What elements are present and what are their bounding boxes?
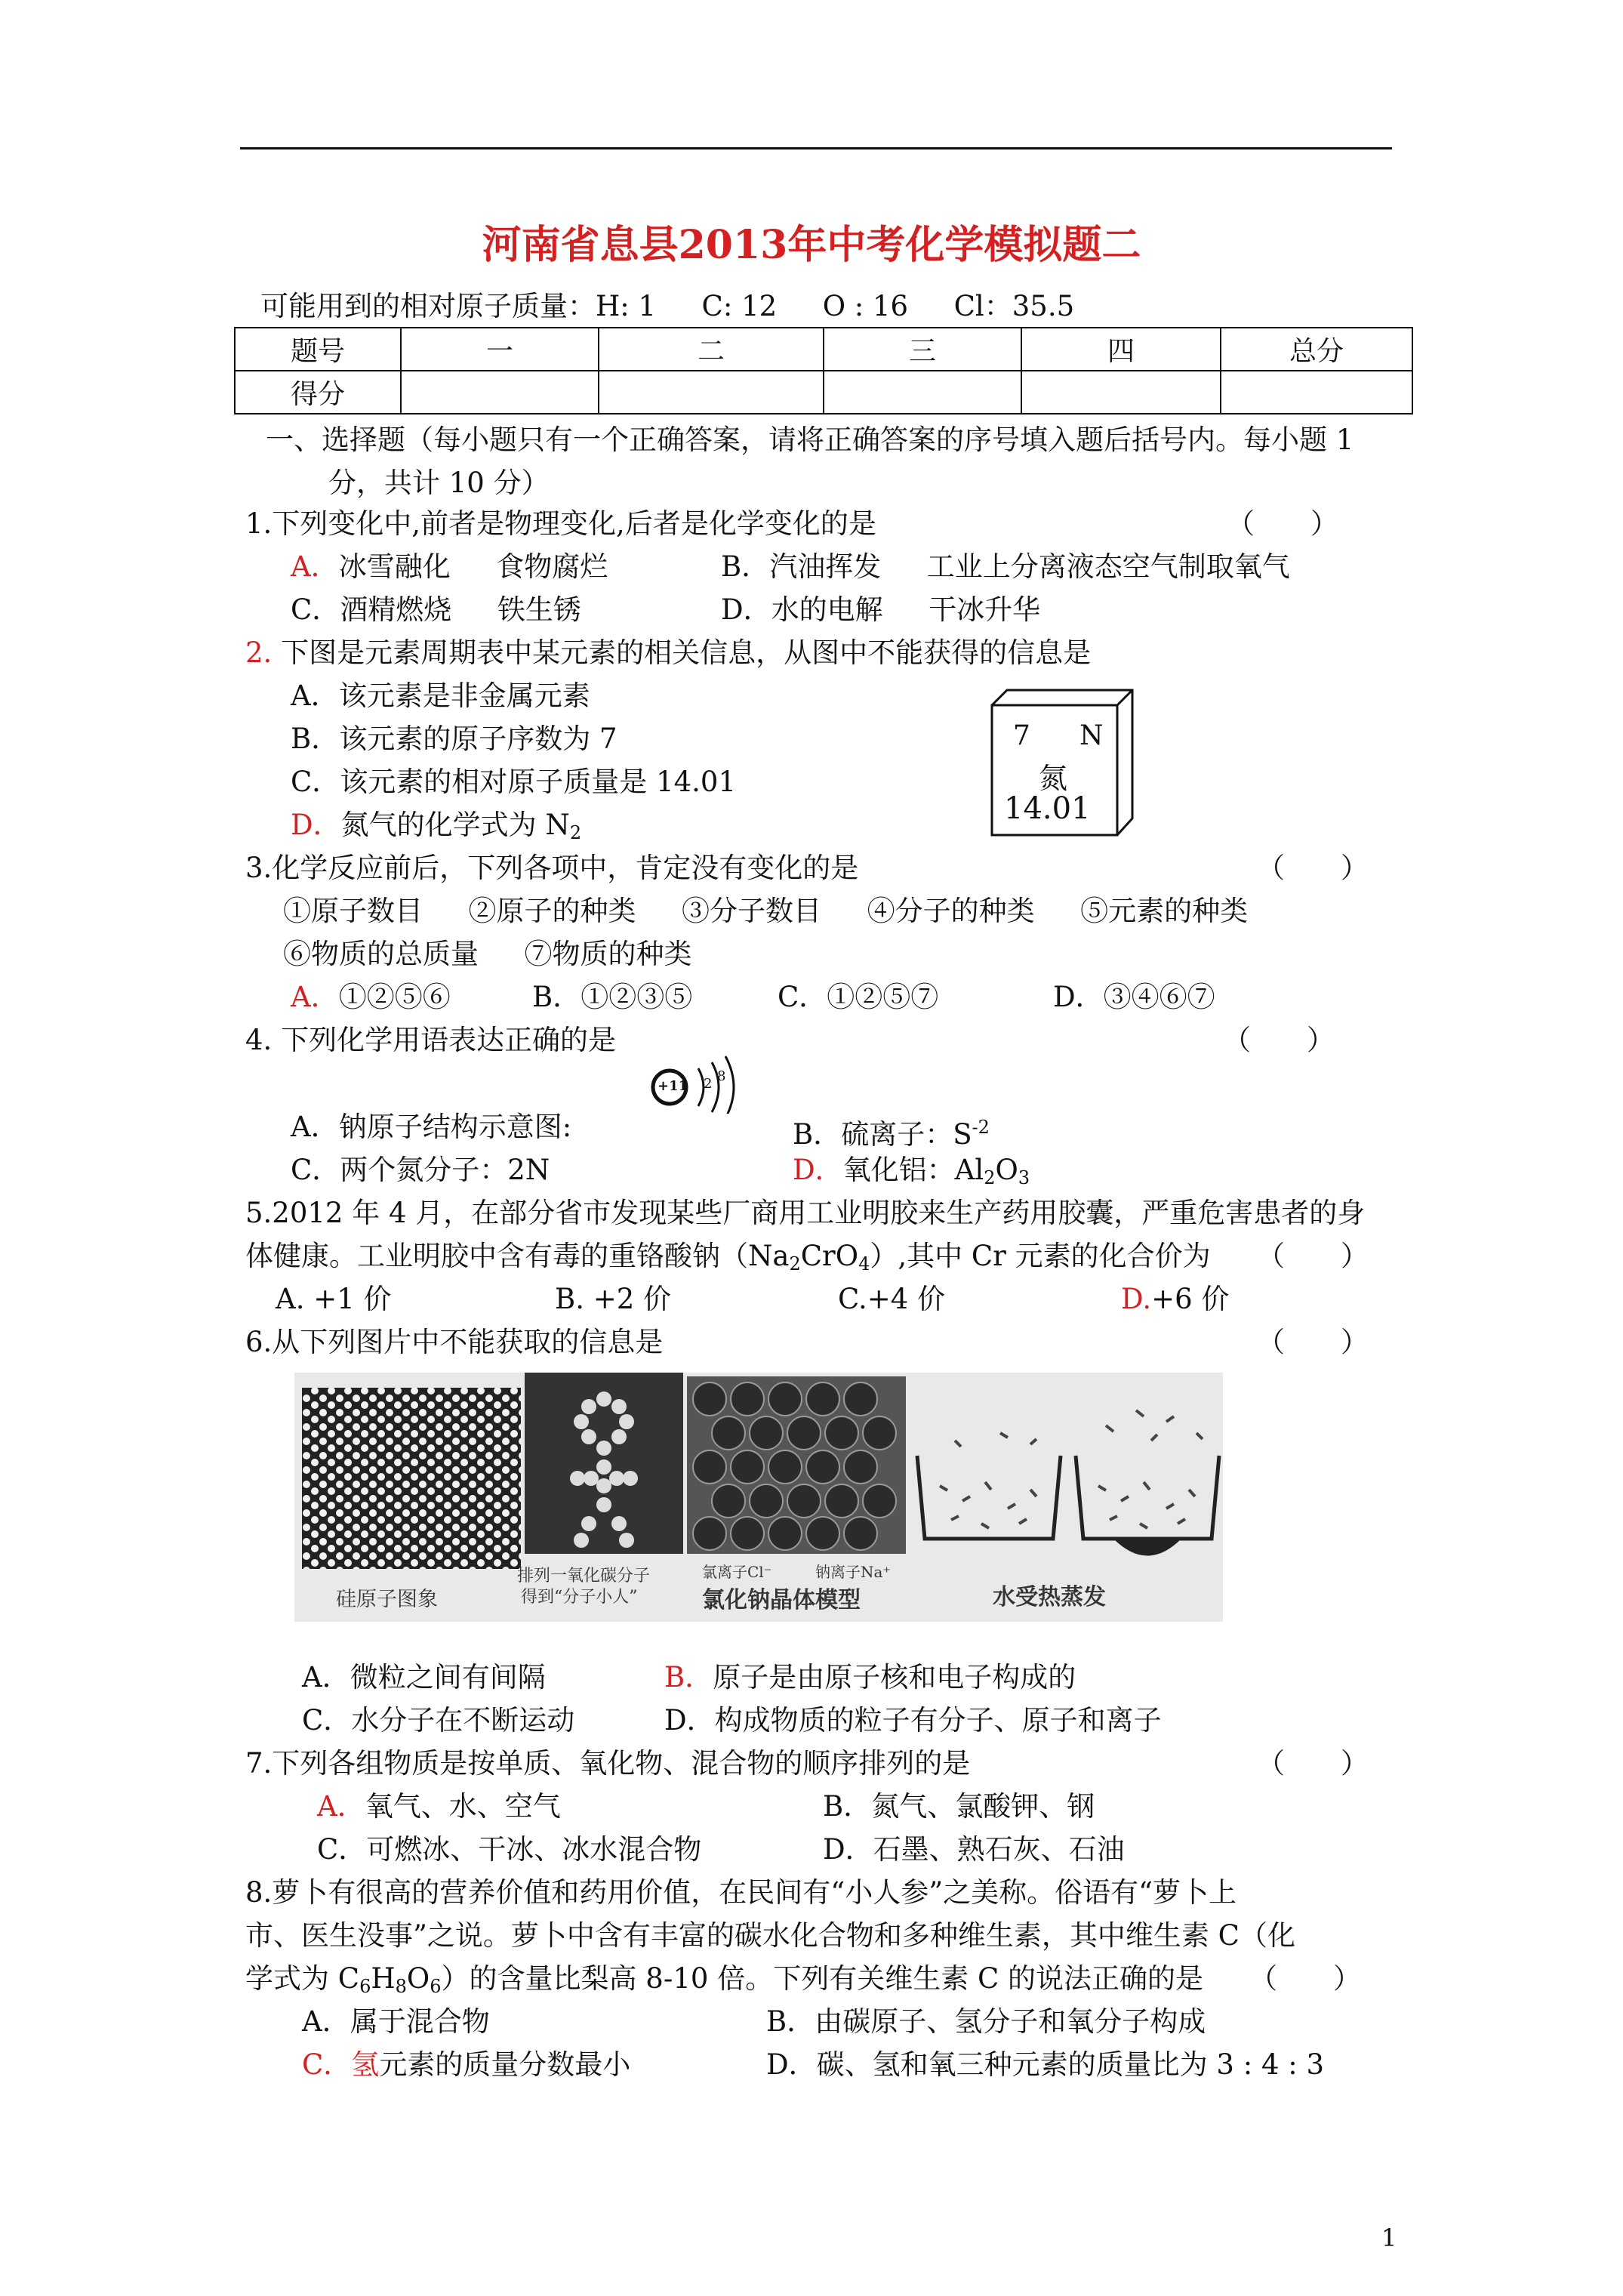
section-heading-line2: 分，共计 10 分） — [328, 467, 550, 499]
q4-option-b — [793, 1108, 990, 1154]
q5-option-c: C.+4 价 — [838, 1283, 946, 1315]
score-header-cell: 一 — [401, 328, 599, 371]
q7-option-c: C．可燃冰、干冰、冰水混合物 — [317, 1833, 702, 1866]
score-table-score-row — [235, 371, 1412, 414]
q5-option-b: B. +2 价 — [555, 1283, 672, 1315]
score-input-cell[interactable] — [401, 371, 599, 414]
q7-option-d: D．石墨、熟石灰、石油 — [823, 1833, 1125, 1866]
q1-stem: 1.下列变化中,前者是物理变化,后者是化学变化的是 — [245, 507, 876, 540]
q4-option-d-letter: D． — [793, 1154, 843, 1186]
element-name: 氮 — [1039, 762, 1068, 795]
q2-option-c: C．该元素的相对原子质量是 14.01 — [291, 766, 736, 798]
atom-nucleus-charge: +11 — [658, 1078, 688, 1094]
q3-answer-paren[interactable]: （ ） — [1257, 852, 1369, 884]
q8-line3-sub2: 8 — [395, 1976, 407, 1997]
q5-option-d — [1121, 1280, 1229, 1319]
element-cell-figure — [990, 689, 1134, 837]
q3-option-a-letter: A． — [291, 981, 339, 1013]
q3-option-c: C．①②⑤⑦ — [778, 981, 939, 1013]
q8-line3-c: O — [406, 1962, 430, 1995]
q2-stem — [245, 633, 1091, 673]
q2-stem-text: 下图是元素周期表中某元素的相关信息，从图中不能获得的信息是 — [281, 636, 1092, 669]
q3-items-line2: ⑥物质的总质量 ⑦物质的种类 — [283, 938, 692, 970]
q6-option-b — [664, 1658, 1076, 1697]
q6-option-a: A．微粒之间有间隔 — [302, 1661, 546, 1693]
section-heading-line1: 一、选择题（每小题只有一个正确答案，请将正确答案的序号填入题后括号内。每小题 1 — [266, 424, 1354, 456]
element-symbol: N — [1079, 720, 1104, 751]
q8-option-c-letter: C．氢 — [302, 2048, 380, 2081]
nacl-crystal-image — [687, 1376, 906, 1565]
q7-option-a — [317, 1787, 561, 1826]
q8-line1: 8.萝卜有很高的营养价值和药用价值，在民间有“小人参”之美称。俗语有“萝卜上 — [245, 1876, 1237, 1909]
q2-option-d-subscript: 2 — [569, 822, 582, 843]
q4-option-d-sub2: 3 — [1018, 1167, 1030, 1188]
q8-line3-sub3: 6 — [430, 1976, 442, 1997]
q7-option-a-text: 氧气、水、空气 — [365, 1790, 561, 1823]
score-table-header-row — [235, 328, 1412, 371]
q2-number: 2. — [245, 636, 273, 669]
q4-option-b-text: B．硫离子：S — [793, 1118, 972, 1151]
q1-option-d: D．水的电解 干冰升华 — [721, 593, 1041, 626]
score-input-cell[interactable] — [1221, 371, 1412, 414]
q5-line2-b: CrO — [800, 1240, 859, 1272]
q8-option-c-text: 元素的质量分数最小 — [379, 2048, 631, 2081]
water-evaporation-image — [910, 1403, 1227, 1576]
q4-stem: 4. 下列化学用语表达正确的是 — [245, 1024, 617, 1056]
atomic-mass-line: 可能用到的相对原子质量：H: 1 C: 12 O : 16 Cl：35.5 — [260, 290, 1075, 322]
score-header-cell: 三 — [824, 328, 1021, 371]
sodium-atom-diagram — [645, 1053, 751, 1114]
q2-option-b: B．该元素的原子序数为 7 — [291, 723, 617, 755]
q2-option-a: A．该元素是非金属元素 — [291, 680, 590, 712]
q8-option-a: A．属于混合物 — [302, 2005, 490, 2038]
silicon-atom-image — [302, 1380, 528, 1576]
q5-line2-sub1: 2 — [789, 1253, 801, 1274]
q8-line3 — [245, 1959, 1203, 2006]
score-header-cell: 题号 — [235, 328, 401, 371]
q5-line2-sub2: 4 — [858, 1253, 870, 1274]
q7-stem: 7.下列各组物质是按单质、氧化物、混合物的顺序排列的是 — [245, 1747, 971, 1780]
atom-shell-2-count: 8 — [717, 1068, 726, 1084]
q3-option-a-text: ①②⑤⑥ — [338, 981, 451, 1013]
caption-chloride-ion: 氯离子Cl⁻ — [702, 1563, 772, 1581]
header-rule — [240, 147, 1392, 149]
q1-option-c: C．酒精燃烧 铁生锈 — [291, 593, 581, 626]
score-header-cell: 总分 — [1221, 328, 1412, 371]
q5-line2 — [245, 1237, 1211, 1284]
q4-option-c: C．两个氮分子：2N — [291, 1154, 550, 1186]
q5-option-d-letter: D. — [1121, 1283, 1152, 1315]
caption-co-molecule-line2: 得到“分子小人” — [521, 1588, 638, 1607]
q5-answer-paren[interactable]: （ ） — [1257, 1240, 1369, 1272]
q6-option-b-letter: B． — [664, 1661, 713, 1693]
caption-nacl-model: 氯化钠晶体模型 — [702, 1587, 861, 1613]
score-label-cell: 得分 — [235, 371, 401, 414]
q2-option-d — [291, 806, 581, 852]
page-title: 河南省息县2013年中考化学模拟题二 — [482, 222, 1141, 268]
q5-line2-a: 体健康。工业明胶中含有毒的重铬酸钠（Na — [245, 1240, 790, 1272]
q6-option-b-text: 原子是由原子核和电子构成的 — [713, 1661, 1076, 1693]
score-header-cell: 二 — [599, 328, 824, 371]
q1-answer-paren[interactable]: （ ） — [1227, 507, 1338, 540]
q8-line3-d: ）的含量比梨高 8-10 倍。下列有关维生素 C 的说法正确的是 — [441, 1962, 1204, 1995]
q5-line2-c: ）,其中 Cr 元素的化合价为 — [870, 1240, 1211, 1272]
q3-option-a — [291, 978, 451, 1017]
q2-option-d-letter: D． — [291, 809, 341, 841]
q1-option-a — [291, 547, 608, 587]
q6-option-d: D．构成物质的粒子有分子、原子和离子 — [664, 1704, 1162, 1737]
q8-answer-paren[interactable]: （ ） — [1249, 1962, 1361, 1995]
score-input-cell[interactable] — [599, 371, 824, 414]
score-input-cell[interactable] — [1021, 371, 1221, 414]
q8-line3-b: H — [371, 1962, 396, 1995]
q7-option-a-letter: A． — [317, 1790, 365, 1823]
q6-option-c: C．水分子在不断运动 — [302, 1704, 575, 1737]
q4-option-d-sub1: 2 — [984, 1167, 996, 1188]
q4-option-b-superscript: -2 — [972, 1117, 990, 1138]
caption-water-evaporation: 水受热蒸发 — [993, 1584, 1106, 1610]
q3-option-b: B．①②③⑤ — [532, 981, 693, 1013]
q3-option-d: D．③④⑥⑦ — [1053, 981, 1215, 1013]
q5-option-d-text: +6 价 — [1151, 1283, 1230, 1315]
q3-items-line1: ①原子数目 ②原子的种类 ③分子数目 ④分子的种类 ⑤元素的种类 — [283, 895, 1249, 927]
element-atomic-number: 7 — [1013, 720, 1030, 751]
q7-option-b: B．氮气、氯酸钾、钢 — [823, 1790, 1095, 1823]
q2-option-d-text: 氮气的化学式为 N — [340, 809, 570, 841]
q8-option-d: D．碳、氢和氧三种元素的质量比为 3 : 4 : 3 — [766, 2048, 1325, 2081]
q5-option-a: A. +1 价 — [276, 1283, 392, 1315]
q1-option-a-text: 冰雪融化 食物腐烂 — [338, 550, 608, 583]
caption-silicon-atom: 硅原子图象 — [336, 1588, 438, 1611]
q4-option-d-text-2: O — [995, 1154, 1018, 1186]
q1-option-b: B．汽油挥发 工业上分离液态空气制取氧气 — [721, 550, 1290, 583]
q3-stem: 3.化学反应前后，下列各项中，肯定没有变化的是 — [245, 852, 859, 884]
page-number: 1 — [1381, 2224, 1397, 2252]
q8-option-c — [302, 2045, 630, 2085]
q8-line3-sub1: 6 — [359, 1976, 371, 1997]
atom-shell-1-count: 2 — [704, 1076, 713, 1092]
q5-line1: 5.2012 年 4 月，在部分省市发现某些厂商用工业明胶来生产药用胶囊，严重危害患者的身 — [245, 1197, 1366, 1229]
q6-stem: 6.从下列图片中不能获取的信息是 — [245, 1326, 664, 1358]
score-table — [234, 327, 1413, 415]
q4-option-d-text-1: 氧化铝：Al — [842, 1154, 984, 1186]
q8-option-b: B．由碳原子、氢分子和氧分子构成 — [766, 2005, 1206, 2038]
score-header-cell: 四 — [1021, 328, 1221, 371]
caption-co-molecule-line1: 排列一氧化碳分子 — [517, 1567, 651, 1586]
score-input-cell[interactable] — [824, 371, 1021, 414]
element-mass: 14.01 — [1004, 791, 1091, 826]
q8-line2: 市、医生没事”之说。萝卜中含有丰富的碳水化合物和多种维生素，其中维生素 C（化 — [245, 1919, 1295, 1952]
q4-option-a: A．钠原子结构示意图: — [291, 1111, 572, 1143]
caption-sodium-ion: 钠离子Na⁺ — [815, 1563, 891, 1581]
co-molecule-man-image — [525, 1373, 683, 1592]
q6-figure-strip — [294, 1373, 1223, 1622]
q8-line3-a: 学式为 C — [245, 1962, 360, 1995]
q4-answer-paren[interactable]: （ ） — [1223, 1024, 1335, 1056]
q6-answer-paren[interactable]: （ ） — [1257, 1326, 1369, 1358]
q7-answer-paren[interactable]: （ ） — [1257, 1747, 1369, 1780]
q1-option-a-letter: A． — [291, 550, 339, 583]
q4-option-d — [793, 1151, 1030, 1197]
